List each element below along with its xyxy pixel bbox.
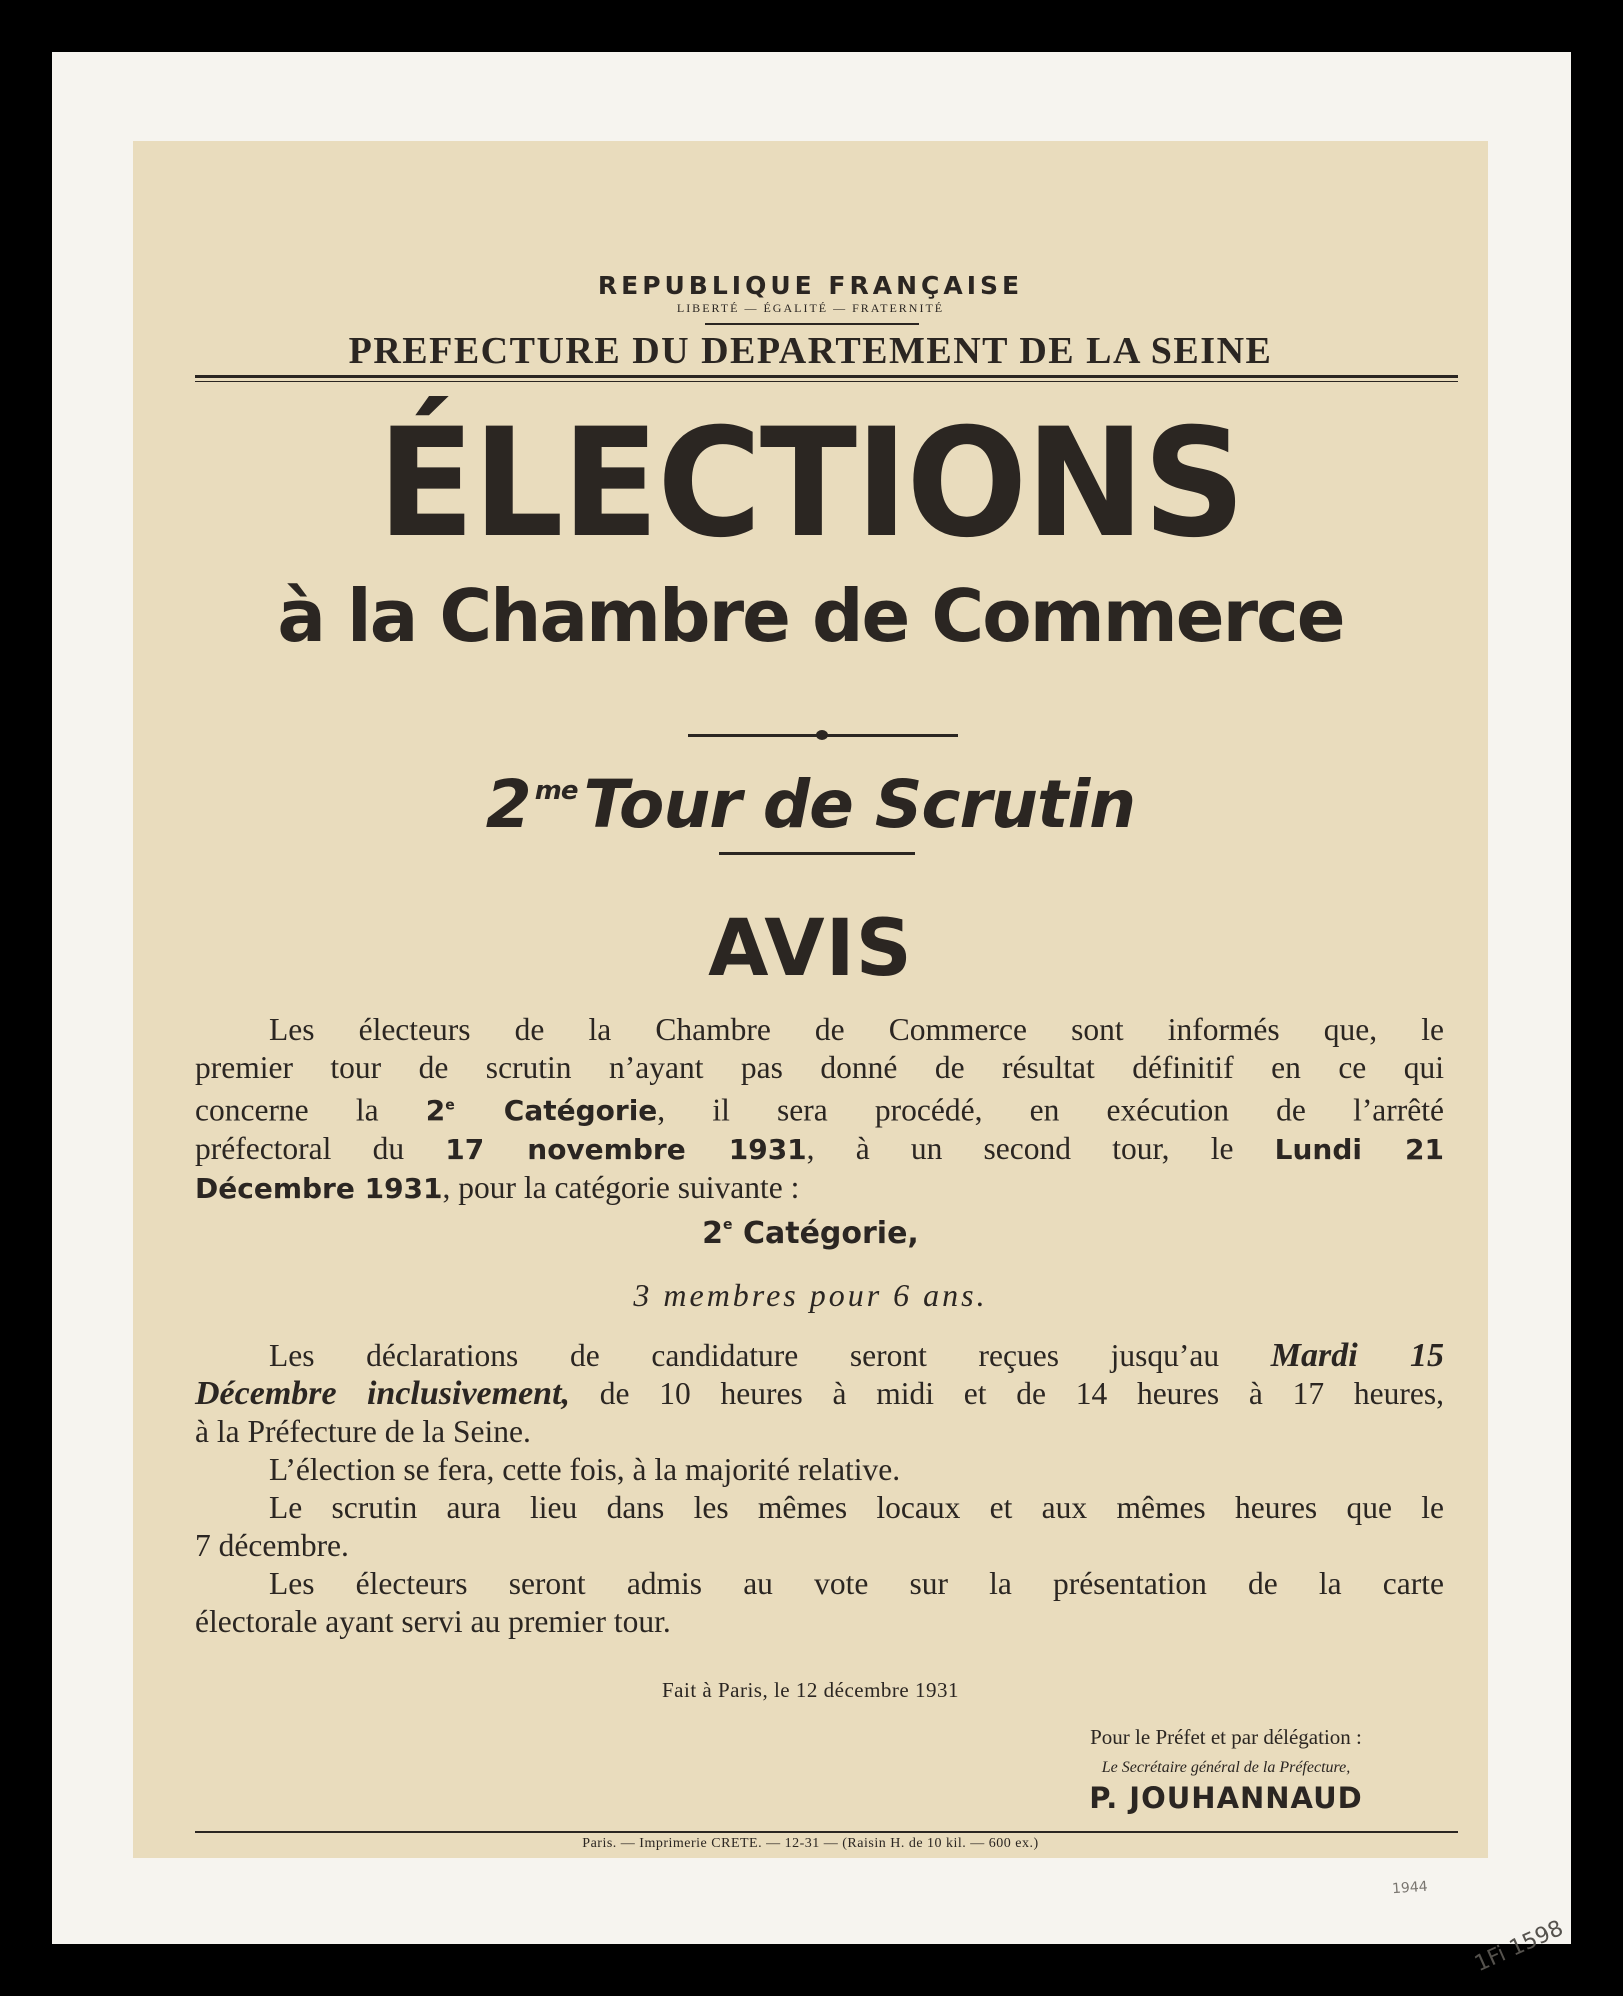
category-sup: e (723, 1217, 733, 1233)
vote-day: Lundi 21 (1274, 1133, 1445, 1167)
category-ref-sup: e (445, 1098, 455, 1114)
text-fragment: concerne la (195, 1092, 426, 1128)
printer-line: Paris. — Imprimerie CRETE. — 12-31 — (Raisin H. de 10 kil. — 600 ex.) (582, 1836, 1039, 1851)
round-number: 2 (485, 766, 531, 843)
avis-heading: AVIS (708, 904, 913, 994)
place-date: Fait à Paris, le 12 décembre 1931 (661, 1678, 959, 1702)
details-line-3: à la Préfecture de la Seine. (195, 1414, 531, 1449)
main-title: ÉLECTIONS (377, 397, 1244, 571)
members-line: 3 membres pour 6 ans. (633, 1277, 988, 1313)
details-line-6: 7 décembre. (195, 1528, 349, 1563)
motto: LIBERTÉ — ÉGALITÉ — FRATERNITÉ (676, 301, 945, 315)
details-line-4: L’élection se fera, cette fois, à la majorité relative. (269, 1452, 901, 1487)
avis-line-1: Les électeurs de la Chambre de Commerce sont informés que, le (269, 1012, 1444, 1047)
decree-date: 17 novembre 1931 (445, 1133, 807, 1167)
catalog-number: 1Fi 1598 (1470, 1915, 1568, 1978)
round-text: Tour de Scrutin (583, 766, 1136, 843)
subtitle: à la Chambre de Commerce (277, 574, 1344, 658)
text-fragment: préfectoral du (195, 1131, 446, 1167)
avis-line-4 (195, 1130, 1444, 1169)
avis-paragraph (195, 1011, 1444, 1208)
round-divider (719, 852, 915, 855)
details-paragraph (195, 1337, 1444, 1641)
details-line-5: Le scrutin aura lieu dans les mêmes locaux et aux mêmes heures que le (269, 1490, 1444, 1525)
text-fragment: , il sera procédé, en exécution de l’arrêté (657, 1092, 1444, 1128)
vote-date: Décembre 1931 (195, 1172, 443, 1206)
motto-divider (705, 323, 919, 325)
category-ref (426, 1094, 658, 1127)
text-fragment: , à un second tour, le (806, 1131, 1275, 1167)
deadline-date: Décembre inclusivement, (195, 1375, 571, 1412)
header-divider (195, 375, 1458, 382)
deadline-day: Mardi 15 (1270, 1337, 1444, 1374)
details-line-1 (195, 1337, 1444, 1375)
text-fragment: Les déclarations de candidature seront reçues jusqu’au (269, 1338, 1271, 1373)
category-num: 2 (702, 1216, 724, 1251)
category-ref-word: Catégorie (454, 1094, 658, 1128)
details-line-2 (195, 1375, 1444, 1413)
delegation-line: Pour le Préfet et par délégation : (1090, 1725, 1362, 1749)
avis-line-2: premier tour de scrutin n’ayant pas donné de résultat définitif en ce qui (195, 1050, 1444, 1085)
signatory-name: P. JOUHANNAUD (1089, 1781, 1363, 1815)
avis-line-3 (195, 1087, 1444, 1130)
category-ref-num: 2 (425, 1094, 446, 1128)
details-line-7: Les électeurs seront admis au vote sur la présentation de la carte (269, 1566, 1444, 1601)
republic-heading: REPUBLIQUE FRANÇAISE (597, 271, 1024, 300)
handwritten-note: 1944 (1391, 1878, 1429, 1898)
avis-line-5 (195, 1169, 1444, 1208)
secretary-line: Le Secrétaire général de la Préfecture, (1101, 1759, 1351, 1776)
ornament-divider (688, 731, 958, 739)
category-word: Catégorie, (732, 1216, 919, 1251)
footer-divider (195, 1831, 1458, 1833)
details-line-8: électorale ayant servi au premier tour. (195, 1604, 671, 1639)
prefecture-heading: PREFECTURE DU DEPARTEMENT DE LA SEINE (348, 330, 1273, 372)
round-suffix: me (534, 776, 578, 806)
round-title (133, 751, 1488, 845)
archive-sheet (52, 52, 1571, 1978)
text-fragment: de 10 heures à midi et de 14 heures à 17 heures, (570, 1376, 1444, 1411)
poster (133, 141, 1488, 1858)
category-heading (133, 1216, 1488, 1251)
text-fragment: , pour la catégorie suivante : (442, 1170, 800, 1206)
